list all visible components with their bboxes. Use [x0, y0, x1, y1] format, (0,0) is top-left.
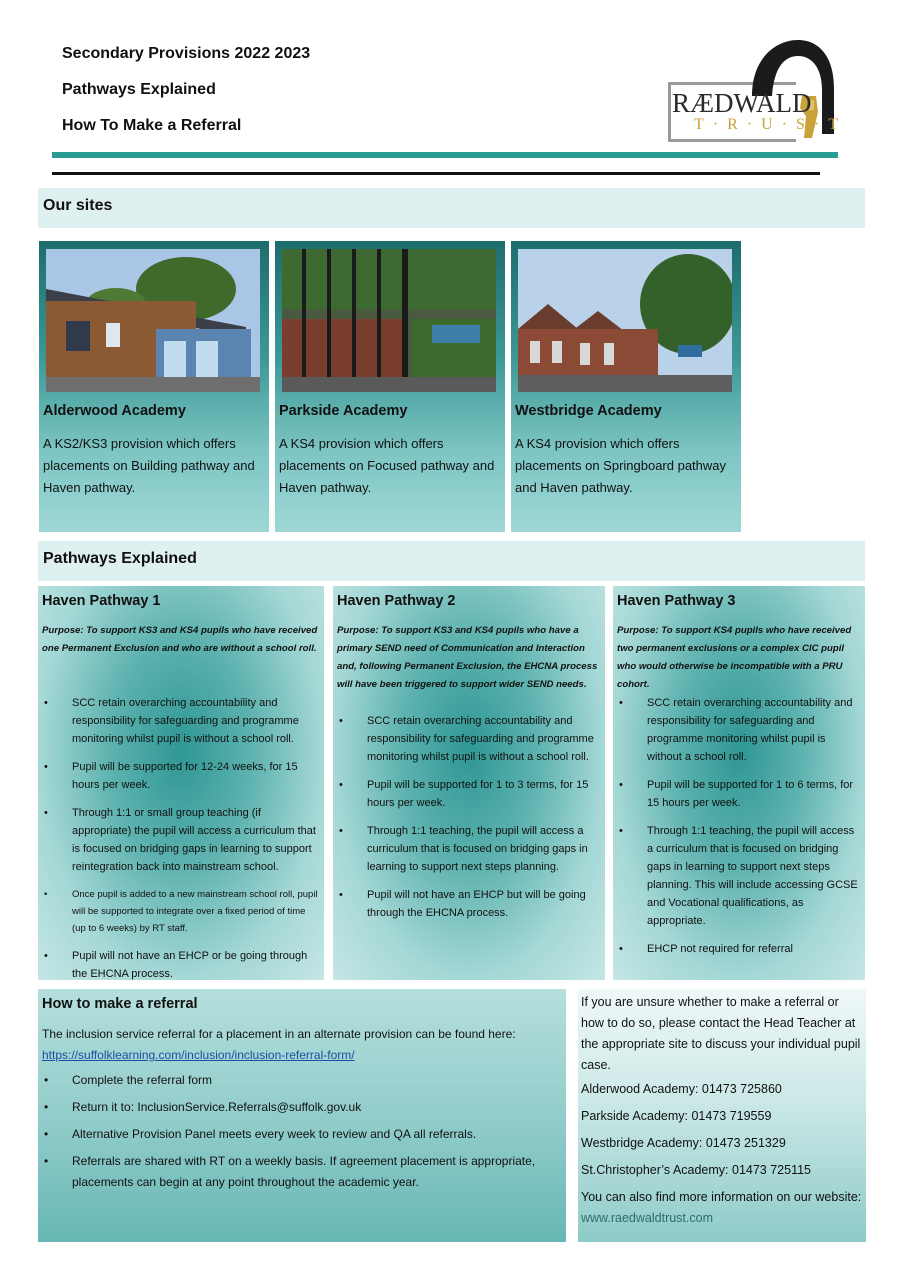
- pathways-bar: [38, 541, 865, 581]
- pathway-2-list: [337, 712, 601, 932]
- website-link[interactable]: www.raedwaldtrust.com: [581, 1211, 713, 1225]
- list-item: • Referrals are shared with RT on a weekly basis. If agreement placement is appropriate, placements can begin at any point throughout the academic year.: [42, 1151, 558, 1193]
- contact-website: [581, 1187, 863, 1229]
- list-item: • Through 1:1 or small group teaching (if appropriate) the pupil will access a curriculum that is focused on bridging gaps in learning to support reintegration back into mainstream school.: [42, 804, 320, 876]
- logo-trust: T·R·U·S·T: [694, 116, 847, 133]
- site-desc-alderwood: A KS2/KS3 provision which offers placements on Building pathway and Haven pathway.: [43, 436, 255, 495]
- referral-intro: [42, 1024, 560, 1066]
- pathways-heading: Pathways Explained: [43, 550, 197, 567]
- referral-steps: [42, 1070, 558, 1199]
- referral-intro-text: The inclusion service referral for a placement in an alternate provision can be found here:: [42, 1027, 516, 1041]
- header-title-pathways: Pathways Explained: [62, 81, 216, 98]
- list-item: • Pupil will not have an EHCP but will be going through the EHCNA process.: [337, 886, 601, 922]
- header-rule-teal: [52, 152, 838, 158]
- site-card-alderwood: [39, 241, 269, 532]
- westbridge-photo: [518, 249, 732, 392]
- pathway-1-title: Haven Pathway 1: [42, 593, 161, 609]
- list-item: • SCC retain overarching accountability and responsibility for safeguarding and programme monitoring whilst pupil is without a school roll.: [337, 712, 601, 766]
- contact-website-text: You can also find more information on our website:: [581, 1190, 862, 1204]
- header-title-provisions: Secondary Provisions 2022 2023: [62, 45, 311, 62]
- site-desc-westbridge: A KS4 provision which offers placements on Springboard pathway and Haven pathway.: [515, 436, 727, 495]
- haven-pathway-3: [613, 586, 865, 980]
- parkside-photo: [282, 249, 496, 392]
- list-item: • SCC retain overarching accountability and responsibility for safeguarding and programme monitoring whilst pupil is without a school roll.: [617, 694, 863, 766]
- list-item: • Complete the referral form: [42, 1070, 558, 1091]
- contact-intro: If you are unsure whether to make a referral or how to do so, please contact the Head Teacher at the appropriate site to discuss your individual pupil case.: [581, 995, 861, 1072]
- list-item: • Pupil will not have an EHCP or be going through the EHCNA process.: [42, 947, 320, 983]
- list-item: • Pupil will be supported for 1 to 6 terms, for 15 hours per week.: [617, 776, 863, 812]
- list-item: • EHCP not required for referral: [617, 940, 863, 958]
- pathway-3-purpose: Purpose: To support KS4 pupils who have received two permanent exclusions or a complex CIC pupil who would otherwise be incompatible with a PRU cohort.: [617, 625, 852, 690]
- haven-pathway-1: [38, 586, 324, 980]
- contact-phone-parkside: Parkside Academy: 01473 719559: [581, 1109, 772, 1123]
- referral-title: How to make a referral: [42, 996, 198, 1012]
- site-card-westbridge: [511, 241, 741, 532]
- site-name-parkside: Parkside Academy: [279, 403, 408, 419]
- list-item: • Alternative Provision Panel meets every week to review and QA all referrals.: [42, 1124, 558, 1145]
- site-desc-parkside: A KS4 provision which offers placements on Focused pathway and Haven pathway.: [279, 436, 495, 495]
- site-name-alderwood: Alderwood Academy: [43, 403, 186, 419]
- logo-name: RÆDWALD: [672, 88, 812, 118]
- raedwald-trust-logo: [668, 38, 847, 146]
- pathway-1-list: [42, 694, 320, 993]
- list-item: • Pupil will be supported for 1 to 3 terms, for 15 hours per week.: [337, 776, 601, 812]
- contact-phone-alderwood: Alderwood Academy: 01473 725860: [581, 1082, 782, 1096]
- list-item: • Pupil will be supported for 12-24 weeks, for 15 hours per week.: [42, 758, 320, 794]
- our-sites-heading: Our sites: [43, 197, 113, 214]
- list-item: • SCC retain overarching accountability and responsibility for safeguarding and programme monitoring whilst pupil is without a school roll.: [42, 694, 320, 748]
- pathway-2-title: Haven Pathway 2: [337, 593, 456, 609]
- pathway-3-list: [617, 694, 863, 968]
- contact-phone-westbridge: Westbridge Academy: 01473 251329: [581, 1136, 786, 1150]
- alderwood-photo: [46, 249, 260, 392]
- header-title-referral: How To Make a Referral: [62, 117, 242, 134]
- referral-box: [38, 989, 566, 1242]
- site-card-parkside: [275, 241, 505, 532]
- list-item: • Return it to: InclusionService.Referrals@suffolk.gov.uk: [42, 1097, 558, 1118]
- contact-phone-stchristophers: St.Christopher’s Academy: 01473 725115: [581, 1163, 812, 1177]
- our-sites-bar: [38, 188, 865, 228]
- contact-box: [578, 989, 866, 1242]
- list-item: • Through 1:1 teaching, the pupil will access a curriculum that is focused on bridging gaps in learning to support next steps planning.: [337, 822, 601, 876]
- site-name-westbridge: Westbridge Academy: [515, 403, 662, 419]
- haven-pathway-2: [333, 586, 605, 980]
- list-item: • Once pupil is added to a new mainstream school roll, pupil will be supported to integrate over a fixed period of time (up to 6 weeks) by RT staff.: [42, 886, 320, 937]
- referral-form-link[interactable]: https://suffolklearning.com/inclusion/inclusion-referral-form/: [42, 1048, 355, 1062]
- list-item: • Through 1:1 teaching, the pupil will access a curriculum that is focused on bridging gaps in learning to support next steps planning. This will include accessing GCSE and Vocational qualifications, as appropriate.: [617, 822, 863, 930]
- pathway-3-title: Haven Pathway 3: [617, 593, 736, 609]
- pathway-2-purpose: Purpose: To support KS3 and KS4 pupils who have a primary SEND need of Communication and Interaction and, following Permanent Exclusion, the EHCNA process will have been triggered to support wider SEND needs.: [337, 625, 598, 690]
- header-rule-black: [52, 172, 820, 175]
- pathway-1-purpose: Purpose: To support KS3 and KS4 pupils who have received one Permanent Exclusion and who are without a school roll.: [42, 625, 318, 654]
